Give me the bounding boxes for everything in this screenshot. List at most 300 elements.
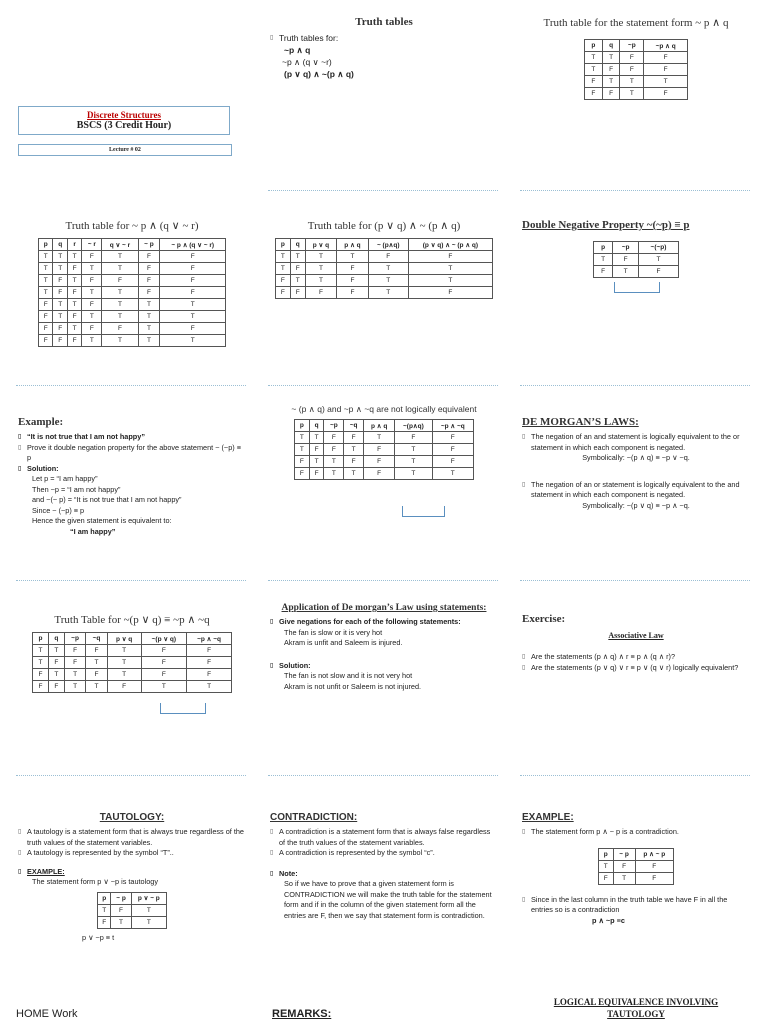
table-cell: F [160, 323, 226, 335]
slide-title: CONTRADICTION: [270, 812, 358, 823]
table-cell: T [53, 263, 67, 275]
slide-title: HOME Work [16, 1008, 78, 1020]
table-cell: F [432, 456, 473, 468]
table-cell: T [295, 444, 310, 456]
table-cell: F [53, 323, 67, 335]
divider [520, 190, 750, 191]
table-cell: F [276, 287, 291, 299]
table-header-row [33, 633, 232, 645]
table-cell: F [295, 468, 310, 480]
column-header: q ∨ ~ r [102, 239, 138, 251]
slide-exercise [516, 595, 756, 780]
table-cell: T [107, 669, 141, 681]
result: p ∨ ~p ≡ t [82, 932, 115, 942]
example-label: ▯ EXAMPLE: [18, 867, 246, 878]
comparison-bracket [402, 506, 445, 517]
table-cell: F [602, 64, 620, 76]
table-cell: T [131, 904, 166, 916]
table-cell: F [64, 645, 85, 657]
sol-line-5: Hence the given statement is equivalent to: [32, 516, 172, 525]
column-header: p [594, 242, 613, 254]
table-cell: T [138, 335, 160, 347]
table-cell: F [585, 76, 603, 88]
column-header: ~ p ∧ (q ∨ ~ r) [160, 239, 226, 251]
divider [16, 385, 246, 386]
table-cell: T [82, 287, 102, 299]
table-cell: F [408, 251, 492, 263]
table-cell: F [86, 669, 107, 681]
table-cell: T [613, 266, 639, 278]
table-cell: T [67, 299, 81, 311]
table-cell: F [432, 432, 473, 444]
table-cell: T [368, 263, 408, 275]
table-cell: T [395, 456, 432, 468]
table-cell: F [48, 657, 64, 669]
slide-title: Example: [18, 416, 64, 428]
table-cell: F [368, 251, 408, 263]
expr-1: ~p ∧ q [284, 45, 311, 55]
table-row [599, 872, 674, 884]
truth-table [275, 238, 493, 299]
divider [520, 775, 750, 776]
table-cell: F [337, 263, 369, 275]
expr-3: (p ∨ q) ∧ ~(p ∧ q) [284, 69, 354, 79]
slide-not-equivalent [264, 400, 504, 585]
table-row [585, 64, 688, 76]
column-header: p ∨ ~ p [131, 892, 166, 904]
table-cell: F [408, 287, 492, 299]
column-header: p [585, 40, 603, 52]
table-header-row [594, 242, 679, 254]
table-cell: F [324, 444, 344, 456]
table-cell: T [67, 251, 81, 263]
table-cell: T [432, 468, 473, 480]
task: ▯ Prove it double negation property for the above statement ~ (~p) ≡ p [18, 443, 246, 464]
table-cell: T [107, 657, 141, 669]
table-cell: F [594, 266, 613, 278]
column-header: ~ p [111, 892, 131, 904]
column-header: q [53, 239, 67, 251]
slide-title: Truth tables [355, 16, 413, 28]
table-cell: T [82, 335, 102, 347]
table-row [39, 251, 226, 263]
table-cell: F [138, 251, 160, 263]
column-header: p [33, 633, 49, 645]
table-cell: F [111, 904, 131, 916]
table-row [585, 88, 688, 100]
slide-title: Truth table for ~ p ∧ (q ∨ ~ r) [65, 220, 199, 232]
table-cell: T [290, 275, 305, 287]
table-cell: T [305, 251, 337, 263]
table-cell: F [67, 263, 81, 275]
truth-table [598, 848, 674, 885]
table-cell: F [324, 432, 344, 444]
divider [268, 580, 498, 581]
table-cell: T [53, 251, 67, 263]
table-cell: F [187, 657, 232, 669]
table-cell: T [39, 263, 53, 275]
table-cell: T [86, 681, 107, 693]
table-cell: F [33, 681, 49, 693]
table-cell: T [111, 916, 131, 928]
table-header-row [276, 239, 493, 251]
task: ▯ Give negations for each of the following statements: [270, 617, 498, 628]
slide-tautology [12, 800, 252, 985]
truth-table [584, 39, 688, 100]
table-cell: F [48, 681, 64, 693]
table-cell: F [644, 52, 688, 64]
table-cell: T [48, 669, 64, 681]
divider [520, 385, 750, 386]
table-row [33, 681, 232, 693]
table-cell: T [82, 311, 102, 323]
table-cell: F [344, 456, 364, 468]
table-cell: F [107, 681, 141, 693]
table-cell: F [64, 657, 85, 669]
solution-label: ▯ Solution: [270, 661, 498, 672]
definition: ▯ A tautology is a statement form that is always true regardless of the truth values of the statement variables. [18, 827, 246, 848]
slide-de-morgan-table [12, 595, 252, 780]
table-cell: F [82, 251, 102, 263]
column-header: q [602, 40, 620, 52]
table-cell: T [64, 669, 85, 681]
slide-title: DE MORGAN’S LAWS: [522, 416, 639, 428]
table-cell: F [102, 323, 138, 335]
table-cell: F [138, 275, 160, 287]
statement-1: The fan is slow or it is very hot [284, 627, 383, 637]
divider [16, 580, 246, 581]
slide-title: ~ (p ∧ q) and ~p ∧ ~q are not logically equivalent [291, 404, 477, 414]
table-cell: T [160, 311, 226, 323]
table-cell: T [53, 311, 67, 323]
slide-title: Truth table for (p ∨ q) ∧ ~ (p ∧ q) [307, 220, 461, 232]
table-row [39, 311, 226, 323]
table-row [295, 444, 474, 456]
table-row [276, 263, 493, 275]
table-cell: F [364, 444, 395, 456]
table-cell: T [295, 432, 310, 444]
table-cell: T [160, 299, 226, 311]
table-cell: T [309, 432, 324, 444]
table-cell: T [324, 456, 344, 468]
table-cell: T [107, 645, 141, 657]
table-cell: F [67, 335, 81, 347]
table-cell: T [620, 88, 644, 100]
table-cell: T [644, 76, 688, 88]
column-header: ~q [344, 420, 364, 432]
table-cell: T [48, 645, 64, 657]
slide-remarks [264, 1003, 504, 1024]
column-header: p ∧ ~ p [635, 848, 673, 860]
table-cell: F [344, 432, 364, 444]
table-cell: T [613, 872, 635, 884]
divider [268, 775, 498, 776]
table-cell: F [160, 275, 226, 287]
symbol-note: ▯ A tautology is represented by the symbol “T”.. [18, 848, 246, 859]
table-cell: T [187, 681, 232, 693]
table-row [276, 251, 493, 263]
table-cell: T [585, 64, 603, 76]
table-cell: F [432, 444, 473, 456]
column-header: r [67, 239, 81, 251]
column-header: ~q [86, 633, 107, 645]
table-row [585, 76, 688, 88]
solution-2: Akram is not unfit or Saleem is not injured. [284, 681, 422, 691]
table-cell: F [160, 263, 226, 275]
table-cell: F [82, 275, 102, 287]
divider [16, 775, 246, 776]
table-cell: F [138, 287, 160, 299]
table-cell: F [635, 872, 673, 884]
table-cell: F [187, 669, 232, 681]
equivalence-bracket [614, 282, 660, 293]
table-cell: F [290, 263, 305, 275]
table-cell: T [67, 323, 81, 335]
slide-title: EXAMPLE: [522, 812, 574, 823]
column-header: ~(p∧q) [395, 420, 432, 432]
slide-contradiction [264, 800, 504, 985]
table-cell: F [82, 299, 102, 311]
solution-label: ▯ Solution: [18, 464, 246, 475]
table-cell: F [39, 299, 53, 311]
table-cell: F [141, 669, 187, 681]
column-header: q [48, 633, 64, 645]
symbol-note: ▯ A contradiction is represented by the symbol “c”. [270, 848, 498, 859]
table-cell: F [276, 275, 291, 287]
truth-table [32, 632, 232, 693]
column-header: ~p [613, 242, 639, 254]
table-cell: T [585, 52, 603, 64]
table-cell: F [138, 263, 160, 275]
table-row [39, 323, 226, 335]
subtitle: Associative Law [608, 631, 664, 640]
table-cell: T [102, 335, 138, 347]
explanation: ▯ Since in the last column in the truth table we have F in all the entries so is a contradiction [522, 895, 750, 916]
table-cell: T [39, 251, 53, 263]
table-row [295, 468, 474, 480]
table-cell: T [344, 444, 364, 456]
table-cell: F [53, 275, 67, 287]
question-1: ▯ Are the statements (p ∧ q) ∧ r ≡ p ∧ (q ∧ r)? [522, 652, 750, 663]
table-cell: F [613, 254, 639, 266]
slide-homework [12, 1003, 252, 1024]
table-cell: F [337, 287, 369, 299]
table-cell: T [594, 254, 613, 266]
slide-example [12, 400, 252, 585]
column-header: q [290, 239, 305, 251]
slide-title: Exercise: [522, 613, 566, 625]
table-cell: F [141, 657, 187, 669]
table-cell: F [635, 860, 673, 872]
table-cell: F [309, 444, 324, 456]
table-cell: T [138, 299, 160, 311]
slide-application [264, 595, 504, 780]
table-cell: F [67, 311, 81, 323]
table-row [585, 52, 688, 64]
table-cell: T [408, 275, 492, 287]
column-header: p [39, 239, 53, 251]
column-header: ~(~p) [638, 242, 678, 254]
table-cell: T [33, 645, 49, 657]
column-header: ~ (p∧q) [368, 239, 408, 251]
table-cell: T [102, 311, 138, 323]
table-cell: T [67, 275, 81, 287]
column-header: ~ r [82, 239, 102, 251]
table-cell: F [644, 64, 688, 76]
table-cell: T [305, 275, 337, 287]
truth-table [38, 238, 226, 347]
table-cell: F [613, 860, 635, 872]
table-row [599, 860, 674, 872]
table-cell: T [408, 263, 492, 275]
table-cell: F [305, 287, 337, 299]
table-cell: F [295, 456, 310, 468]
column-header: ~ p [138, 239, 160, 251]
table-cell: T [620, 76, 644, 88]
table-cell: F [585, 88, 603, 100]
table-row [33, 645, 232, 657]
column-header: (p ∨ q) ∧ ~ (p ∧ q) [408, 239, 492, 251]
slide-table-not-p-and-q [516, 10, 756, 195]
note-text: So if we have to prove that a given statement form is CONTRADICTION we will make the truth table for the statement form and if in the column of the given statement form all the entries are F, then we say that statement form is contradiction. [284, 879, 492, 920]
table-row [276, 287, 493, 299]
table-cell: F [638, 266, 678, 278]
table-cell: T [337, 251, 369, 263]
table-cell: T [344, 468, 364, 480]
table-cell: F [98, 916, 111, 928]
sol-line-3: and ~(~ p) = “It is not true that I am not happy” [32, 495, 182, 504]
column-header: p ∧ q [337, 239, 369, 251]
table-cell: F [39, 311, 53, 323]
table-cell: T [324, 468, 344, 480]
table-row [276, 275, 493, 287]
definition: ▯ A contradiction is a statement form that is always false regardless of the truth values of the statement variables. [270, 827, 498, 848]
table-row [295, 432, 474, 444]
table-cell: T [64, 681, 85, 693]
column-header: ~p [620, 40, 644, 52]
truth-table [593, 241, 679, 278]
table-cell: F [309, 468, 324, 480]
table-row [39, 299, 226, 311]
table-row [594, 254, 679, 266]
table-cell: T [276, 263, 291, 275]
slide-title [12, 10, 252, 195]
table-cell: F [86, 645, 107, 657]
table-cell: T [395, 468, 432, 480]
table-row [33, 669, 232, 681]
column-header: ~p [64, 633, 85, 645]
table-cell: T [39, 287, 53, 299]
table-cell: T [602, 76, 620, 88]
intro-text: ▯ Truth tables for: [270, 32, 498, 44]
table-row [39, 287, 226, 299]
course-title: Discrete Structures [87, 110, 161, 120]
divider [268, 190, 498, 191]
table-cell: F [33, 669, 49, 681]
slide-de-morgan [516, 400, 756, 585]
equivalence-bracket [160, 703, 206, 714]
column-header: p ∧ q [364, 420, 395, 432]
column-header: ~ p [613, 848, 635, 860]
table-cell: F [160, 287, 226, 299]
example-text: The statement form p ∨ ~p is tautology [32, 877, 159, 886]
table-cell: F [53, 335, 67, 347]
table-cell: F [395, 432, 432, 444]
column-header: p [98, 892, 111, 904]
table-cell: T [138, 323, 160, 335]
table-cell: T [368, 287, 408, 299]
table-cell: F [364, 456, 395, 468]
course-title-box [18, 106, 230, 135]
slide-logical-equivalence [516, 994, 756, 1024]
table-cell: T [276, 251, 291, 263]
table-cell: T [102, 287, 138, 299]
table-header-row [599, 848, 674, 860]
table-row [594, 266, 679, 278]
slide-title: TAUTOLOGY: [99, 812, 165, 823]
slide-title: Double Negative Property ~(~p) ≡ p [522, 219, 690, 231]
table-cell: F [620, 64, 644, 76]
slide-table-expr3 [264, 205, 504, 390]
table-cell: T [290, 251, 305, 263]
table-cell: T [98, 904, 111, 916]
law-2-symbolic: Symbolically: ~(p ∨ q) ≡ ~p ∧ ~q. [582, 500, 690, 510]
sol-line-6: “I am happy” [70, 526, 116, 536]
table-cell: T [82, 263, 102, 275]
table-cell: T [33, 657, 49, 669]
table-cell: F [67, 287, 81, 299]
table-row [39, 275, 226, 287]
table-cell: F [141, 645, 187, 657]
lecture-number: Lecture # 02 [18, 144, 232, 156]
slide-title: Truth table for the statement form ~ p ∧ q [543, 17, 729, 29]
table-cell: T [141, 681, 187, 693]
table-cell: F [620, 52, 644, 64]
table-cell: T [395, 444, 432, 456]
column-header: p ∨ q [107, 633, 141, 645]
table-header-row [585, 40, 688, 52]
table-cell: F [187, 645, 232, 657]
table-cell: T [305, 263, 337, 275]
column-header: p ∨ q [305, 239, 337, 251]
table-cell: T [364, 432, 395, 444]
table-cell: T [160, 335, 226, 347]
slide-double-negation [516, 205, 756, 390]
table-row [98, 916, 167, 928]
table-cell: F [53, 287, 67, 299]
statement: ▯ The statement form p ∧ ~ p is a contradiction. [522, 827, 750, 838]
table-header-row [295, 420, 474, 432]
table-cell: T [53, 299, 67, 311]
table-cell: F [39, 323, 53, 335]
table-cell: F [102, 275, 138, 287]
column-header: q [309, 420, 324, 432]
law-1: ▯ The negation of an and statement is logically equivalent to the or statement in which each component is negated. [522, 432, 750, 453]
result: p ∧ ~p ≡c [592, 915, 625, 925]
table-cell: F [337, 275, 369, 287]
table-row [98, 904, 167, 916]
table-cell: T [368, 275, 408, 287]
slide-title: REMARKS: [272, 1008, 332, 1020]
table-row [295, 456, 474, 468]
table-cell: T [102, 263, 138, 275]
slide-title: Truth Table for ~(p ∨ q) ≡ ~p ∧ ~q [54, 614, 210, 626]
table-cell: T [138, 311, 160, 323]
law-2: ▯ The negation of an or statement is logically equivalent to the and statement in which each component is negated. [522, 480, 750, 501]
slide-title: Application of De morgan’s Law using statements: [281, 603, 487, 613]
table-header-row [39, 239, 226, 251]
table-cell: T [102, 299, 138, 311]
